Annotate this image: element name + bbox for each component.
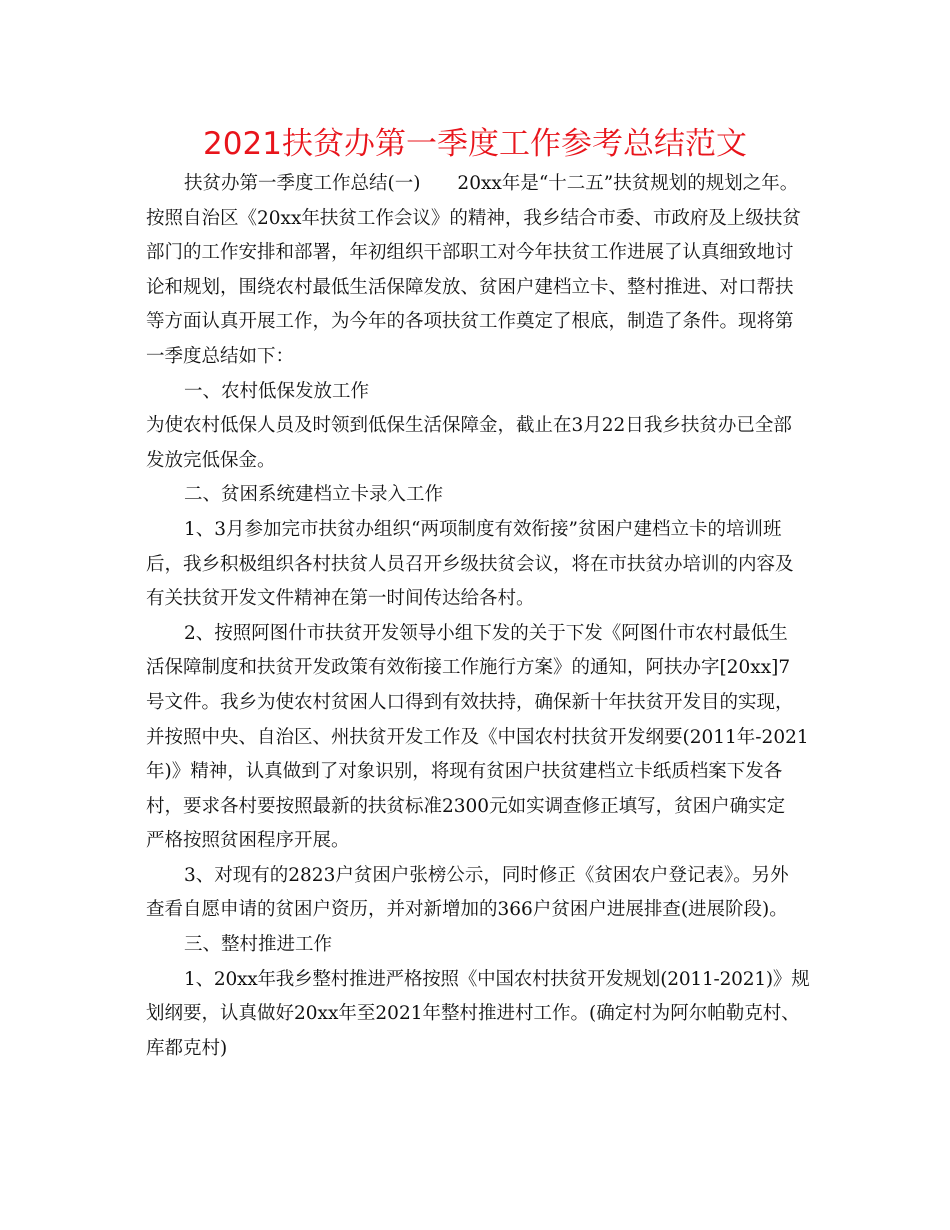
body-line: 扶贫办第一季度工作总结(一) 20xx年是“十二五”扶贫规划的规划之年。 [184,173,799,194]
body-line: 发放完低保金。 [146,449,276,471]
body-line: 严格按照贫困程序开展。 [146,830,350,852]
body-line: 2、按照阿图什市扶贫开发领导小组下发的关于下发《阿图什市农村最低生 [184,622,788,644]
body-line: 后，我乡积极组织各村扶贫人员召开乡级扶贫会议，将在市扶贫办培训的内容及 [146,553,794,575]
section-heading: 三、整村推进工作 [184,934,333,956]
section-heading: 一、农村低保发放工作 [184,380,370,402]
body-line: 1、3月参加完市扶贫办组织“两项制度有效衔接”贫困户建档立卡的培训班 [184,518,782,540]
body-line: 论和规划，围绕农村最低生活保障发放、贫困户建档立卡、整村推进、对口帮扶 [146,276,794,298]
body-line: 为使农村低保人员及时领到低保生活保障金，截止在3月22日我乡扶贫办已全部 [146,415,792,437]
body-line: 年)》精神，认真做到了对象识别，将现有贫困户扶贫建档立卡纸质档案下发各 [146,761,783,783]
body-line: 村，要求各村要按照最新的扶贫标准2300元如实调查修正填写，贫困户确实定 [146,795,786,817]
body-line: 1、20xx年我乡整村推进严格按照《中国农村扶贫开发规划(2011-2021)》规 [184,968,810,990]
body-line: 等方面认真开展工作，为今年的各项扶贫工作奠定了根底，制造了条件。现将第 [146,311,794,333]
body-line: 有关扶贫开发文件精神在第一时间传达给各村。 [146,588,535,610]
document-title: 2021扶贫办第一季度工作参考总结范文 [203,126,747,162]
body-line: 活保障制度和扶贫开发政策有效衔接工作施行方案》的通知，阿扶办字[20xx]7 [146,657,791,679]
section-heading: 二、贫困系统建档立卡录入工作 [184,484,444,506]
body-line: 划纲要，认真做好20xx年至2021年整村推进村工作。(确定村为阿尔帕勒克村、 [146,1003,800,1025]
body-line: 并按照中央、自治区、州扶贫开发工作及《中国农村扶贫开发纲要(2011年-2021 [146,726,809,748]
body-line: 3、对现有的2823户贫困户张榜公示，同时修正《贫困农户登记表》。另外 [184,864,789,886]
document-body [146,167,810,1066]
body-line: 库都克村) [146,1037,228,1059]
body-line: 查看自愿申请的贫困户资历，并对新增加的366户贫困户进展排查(进展阶段)。 [146,899,788,921]
body-line: 一季度总结如下： [146,345,295,367]
body-line: 按照自治区《20xx年扶贫工作会议》的精神，我乡结合市委、市政府及上级扶贫 [146,207,801,229]
body-line: 部门的工作安排和部署，年初组织干部职工对今年扶贫工作进展了认真细致地讨 [146,242,794,264]
body-line: 号文件。我乡为使农村贫困人口得到有效扶持，确保新十年扶贫开发目的实现， [146,691,794,713]
